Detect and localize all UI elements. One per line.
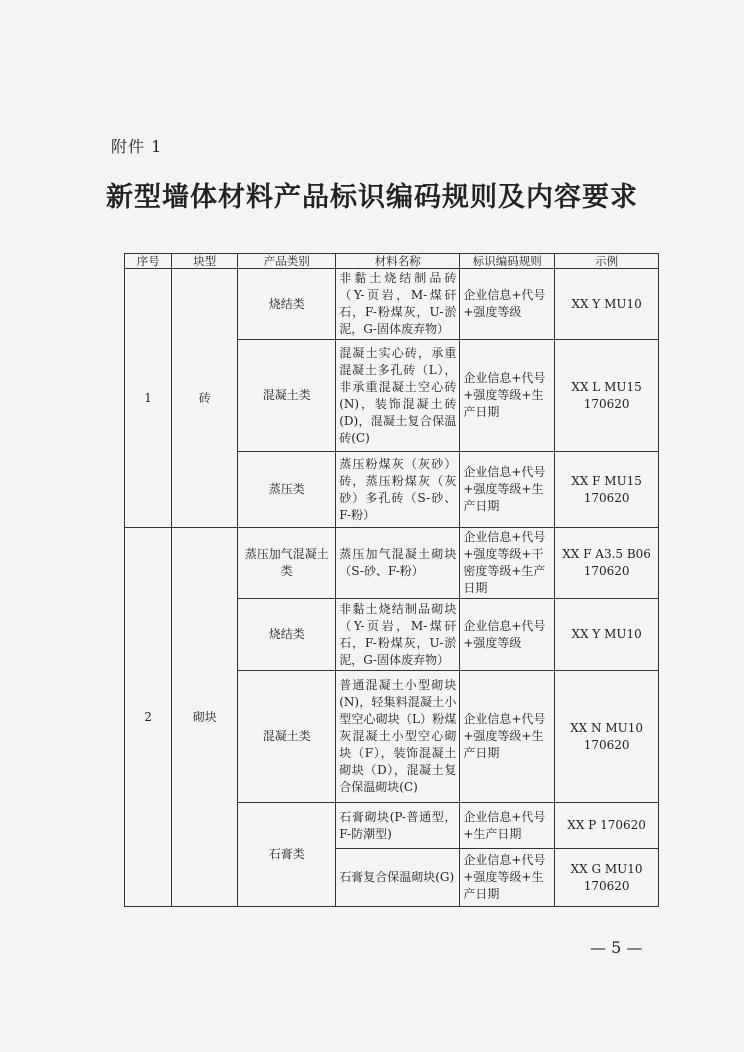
- rule-cell: 企业信息+代号+强度等级: [460, 599, 555, 671]
- example-cell: XX G MU10 170620: [555, 849, 659, 907]
- header-material: 材料名称: [336, 254, 460, 269]
- example-cell: XX P 170620: [555, 803, 659, 849]
- material-cell: 蒸压粉煤灰（灰砂）砖，蒸压粉煤灰（灰砂）多孔砖（S-砂、F-粉）: [336, 452, 460, 528]
- category-cell: 烧结类: [238, 599, 336, 671]
- table-row: [125, 269, 659, 340]
- table-header-row: [125, 254, 659, 269]
- example-cell: XX L MU15 170620: [555, 340, 659, 452]
- example-cell: XX N MU10 170620: [555, 671, 659, 803]
- rule-cell: 企业信息+代号+强度等级+生产日期: [460, 671, 555, 803]
- category-cell: 蒸压加气混凝土类: [238, 528, 336, 599]
- material-cell: 石膏砌块(P-普通型，F-防潮型): [336, 803, 460, 849]
- product-code-table: [124, 253, 659, 907]
- example-cell: XX F MU15 170620: [555, 452, 659, 528]
- rule-cell: 企业信息+代号+强度等级+干密度等级+生产日期: [460, 528, 555, 599]
- rule-cell: 企业信息+代号+强度等级+生产日期: [460, 452, 555, 528]
- table-row: [125, 528, 659, 599]
- example-cell: XX Y MU10: [555, 599, 659, 671]
- seq-cell: 1: [125, 269, 172, 528]
- category-cell: 蒸压类: [238, 452, 336, 528]
- material-cell: 混凝土实心砖，承重混凝土多孔砖（L），非承重混凝土空心砖(N)，装饰混凝土砖(D)，混凝土复合保温砖(C): [336, 340, 460, 452]
- category-cell: 石膏类: [238, 803, 336, 907]
- attachment-label: 附件 1: [111, 137, 163, 156]
- rule-cell: 企业信息+代号+强度等级: [460, 269, 555, 340]
- example-cell: XX F A3.5 B06 170620: [555, 528, 659, 599]
- rule-cell: 企业信息+代号+生产日期: [460, 803, 555, 849]
- category-cell: 混凝土类: [238, 671, 336, 803]
- material-cell: 非黏土烧结制品砖（Y-页岩，M-煤矸石，F-粉煤灰，U-淤泥，G-固体废弃物）: [336, 269, 460, 340]
- material-cell: 非黏土烧结制品砌块（Y-页岩，M-煤矸石，F-粉煤灰，U-淤泥，G-固体废弃物）: [336, 599, 460, 671]
- rule-cell: 企业信息+代号+强度等级+生产日期: [460, 849, 555, 907]
- document-title: 新型墙体材料产品标识编码规则及内容要求: [106, 182, 638, 213]
- example-cell: XX Y MU10: [555, 269, 659, 340]
- block-cell: 砌块: [172, 528, 238, 907]
- material-cell: 普通混凝土小型砌块(N)，轻集料混凝土小型空心砌块（L）粉煤灰混凝土小型空心砌块（F），装饰混凝土砌块（D），混凝土复合保温砌块(C): [336, 671, 460, 803]
- category-cell: 混凝土类: [238, 340, 336, 452]
- header-block: 块型: [172, 254, 238, 269]
- block-cell: 砖: [172, 269, 238, 528]
- material-cell: 石膏复合保温砌块(G): [336, 849, 460, 907]
- header-example: 示例: [555, 254, 659, 269]
- material-cell: 蒸压加气混凝土砌块（S-砂、F-粉）: [336, 528, 460, 599]
- header-seq: 序号: [125, 254, 172, 269]
- category-cell: 烧结类: [238, 269, 336, 340]
- header-rule: 标识编码规则: [460, 254, 555, 269]
- page-number: — 5 —: [590, 938, 643, 957]
- seq-cell: 2: [125, 528, 172, 907]
- rule-cell: 企业信息+代号+强度等级+生产日期: [460, 340, 555, 452]
- header-category: 产品类别: [238, 254, 336, 269]
